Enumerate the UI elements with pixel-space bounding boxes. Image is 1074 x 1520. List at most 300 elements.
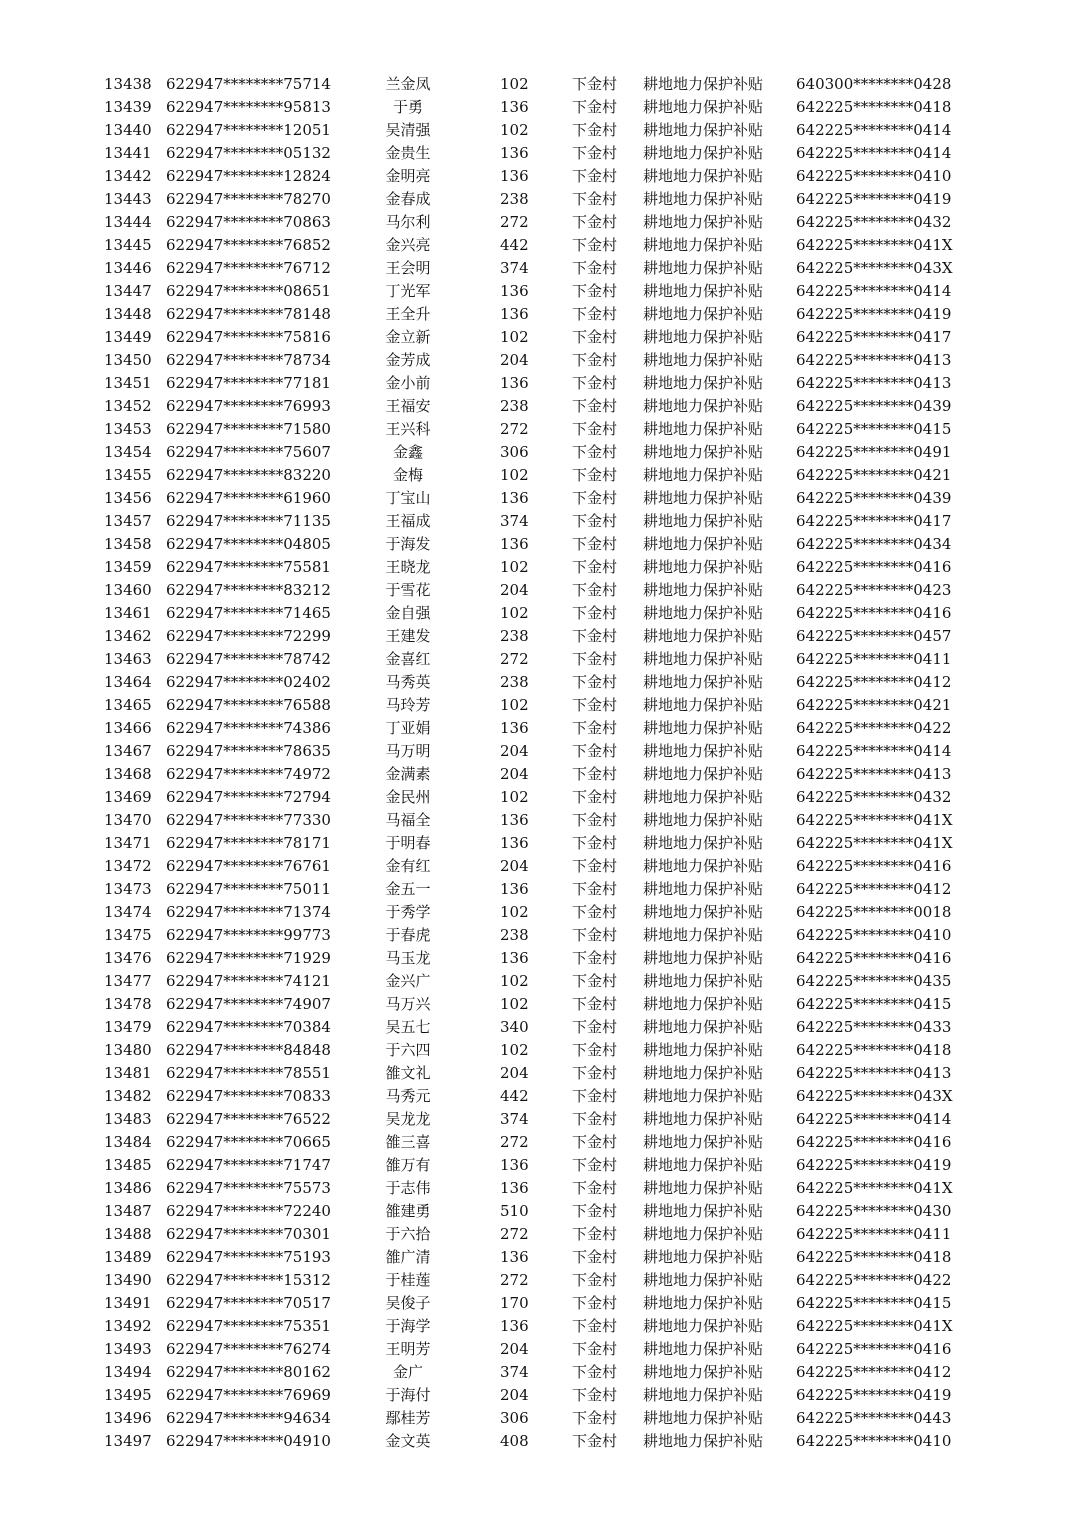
recipient-name: 于志伟 <box>385 1179 431 1197</box>
row-number: 13484 <box>104 1133 152 1151</box>
id-number: 642225********0432 <box>796 213 952 231</box>
table-row <box>0 1062 1074 1085</box>
village: 下金村 <box>572 811 618 829</box>
village: 下金村 <box>572 1087 618 1105</box>
subsidy-amount: 442 <box>500 236 529 254</box>
table-row <box>0 1292 1074 1315</box>
subsidy-amount: 136 <box>500 1248 529 1266</box>
village: 下金村 <box>572 995 618 1013</box>
id-number: 642225********0416 <box>796 949 952 967</box>
village: 下金村 <box>572 144 618 162</box>
recipient-name: 金五一 <box>385 880 431 898</box>
subsidy-type: 耕地地力保护补贴 <box>643 144 764 162</box>
bank-account: 622947********76852 <box>166 236 331 254</box>
table-row <box>0 303 1074 326</box>
recipient-name: 金芳成 <box>385 351 431 369</box>
id-number: 642225********0018 <box>796 903 952 921</box>
village: 下金村 <box>572 512 618 530</box>
bank-account: 622947********02402 <box>166 673 331 691</box>
village: 下金村 <box>572 719 618 737</box>
row-number: 13443 <box>104 190 152 208</box>
bank-account: 622947********75607 <box>166 443 331 461</box>
subsidy-amount: 272 <box>500 650 529 668</box>
id-number: 642225********0418 <box>796 1248 952 1266</box>
subsidy-amount: 136 <box>500 98 529 116</box>
bank-account: 622947********12051 <box>166 121 331 139</box>
table-row <box>0 119 1074 142</box>
table-row <box>0 1384 1074 1407</box>
id-number: 642225********0491 <box>796 443 952 461</box>
subsidy-type: 耕地地力保护补贴 <box>643 581 764 599</box>
id-number: 642225********0414 <box>796 1110 952 1128</box>
subsidy-amount: 442 <box>500 1087 529 1105</box>
table-row <box>0 1085 1074 1108</box>
recipient-name: 王晓龙 <box>385 558 431 576</box>
bank-account: 622947********78635 <box>166 742 331 760</box>
id-number: 642225********0418 <box>796 98 952 116</box>
row-number: 13480 <box>104 1041 152 1059</box>
table-row <box>0 326 1074 349</box>
bank-account: 622947********77181 <box>166 374 331 392</box>
bank-account: 622947********95813 <box>166 98 331 116</box>
id-number: 642225********041X <box>796 834 953 852</box>
row-number: 13451 <box>104 374 152 392</box>
bank-account: 622947********71929 <box>166 949 331 967</box>
subsidy-amount: 374 <box>500 1110 529 1128</box>
bank-account: 622947********71465 <box>166 604 331 622</box>
bank-account: 622947********04805 <box>166 535 331 553</box>
village: 下金村 <box>572 236 618 254</box>
subsidy-type: 耕地地力保护补贴 <box>643 1064 764 1082</box>
bank-account: 622947********76712 <box>166 259 331 277</box>
village: 下金村 <box>572 1133 618 1151</box>
recipient-name: 于海付 <box>385 1386 431 1404</box>
table-row <box>0 142 1074 165</box>
recipient-name: 金广 <box>392 1363 423 1381</box>
subsidy-amount: 102 <box>500 75 529 93</box>
village: 下金村 <box>572 1317 618 1335</box>
recipient-name: 丁光军 <box>385 282 431 300</box>
bank-account: 622947********74121 <box>166 972 331 990</box>
recipient-name: 金兴广 <box>385 972 431 990</box>
bank-account: 622947********75573 <box>166 1179 331 1197</box>
village: 下金村 <box>572 1018 618 1036</box>
bank-account: 622947********05132 <box>166 144 331 162</box>
village: 下金村 <box>572 1409 618 1427</box>
village: 下金村 <box>572 535 618 553</box>
row-number: 13486 <box>104 1179 152 1197</box>
row-number: 13447 <box>104 282 152 300</box>
recipient-name: 金自强 <box>385 604 431 622</box>
village: 下金村 <box>572 1225 618 1243</box>
subsidy-amount: 238 <box>500 397 529 415</box>
id-number: 642225********0413 <box>796 351 952 369</box>
subsidy-type: 耕地地力保护补贴 <box>643 857 764 875</box>
row-number: 13478 <box>104 995 152 1013</box>
table-row <box>0 96 1074 119</box>
subsidy-amount: 136 <box>500 282 529 300</box>
row-number: 13471 <box>104 834 152 852</box>
table-row <box>0 947 1074 970</box>
bank-account: 622947********61960 <box>166 489 331 507</box>
bank-account: 622947********80162 <box>166 1363 331 1381</box>
village: 下金村 <box>572 1202 618 1220</box>
subsidy-type: 耕地地力保护补贴 <box>643 1294 764 1312</box>
subsidy-type: 耕地地力保护补贴 <box>643 1409 764 1427</box>
id-number: 642225********0422 <box>796 719 952 737</box>
bank-account: 622947********72240 <box>166 1202 331 1220</box>
subsidy-amount: 204 <box>500 1340 529 1358</box>
table-row <box>0 165 1074 188</box>
bank-account: 622947********72794 <box>166 788 331 806</box>
village: 下金村 <box>572 1363 618 1381</box>
row-number: 13466 <box>104 719 152 737</box>
village: 下金村 <box>572 1248 618 1266</box>
id-number: 642225********0433 <box>796 1018 952 1036</box>
bank-account: 622947********08651 <box>166 282 331 300</box>
row-number: 13444 <box>104 213 152 231</box>
row-number: 13467 <box>104 742 152 760</box>
id-number: 642225********0434 <box>796 535 952 553</box>
village: 下金村 <box>572 420 618 438</box>
recipient-name: 鄢桂芳 <box>385 1409 431 1427</box>
row-number: 13496 <box>104 1409 152 1427</box>
id-number: 642225********0416 <box>796 1133 952 1151</box>
subsidy-type: 耕地地力保护补贴 <box>643 443 764 461</box>
village: 下金村 <box>572 466 618 484</box>
subsidy-type: 耕地地力保护补贴 <box>643 604 764 622</box>
subsidy-amount: 340 <box>500 1018 529 1036</box>
table-row <box>0 418 1074 441</box>
subsidy-type: 耕地地力保护补贴 <box>643 1432 764 1450</box>
table-row <box>0 1223 1074 1246</box>
subsidy-amount: 136 <box>500 167 529 185</box>
row-number: 13477 <box>104 972 152 990</box>
table-row <box>0 1361 1074 1384</box>
recipient-name: 王福成 <box>385 512 431 530</box>
recipient-name: 于明春 <box>385 834 431 852</box>
recipient-name: 王兴科 <box>385 420 431 438</box>
table-row <box>0 1131 1074 1154</box>
subsidy-type: 耕地地力保护补贴 <box>643 972 764 990</box>
village: 下金村 <box>572 282 618 300</box>
recipient-name: 吴俊子 <box>385 1294 431 1312</box>
village: 下金村 <box>572 650 618 668</box>
row-number: 13462 <box>104 627 152 645</box>
row-number: 13473 <box>104 880 152 898</box>
village: 下金村 <box>572 190 618 208</box>
row-number: 13470 <box>104 811 152 829</box>
row-number: 13494 <box>104 1363 152 1381</box>
subsidy-type: 耕地地力保护补贴 <box>643 1386 764 1404</box>
recipient-name: 丁亚娟 <box>385 719 431 737</box>
subsidy-type: 耕地地力保护补贴 <box>643 259 764 277</box>
recipient-name: 金文英 <box>385 1432 431 1450</box>
table-row <box>0 786 1074 809</box>
id-number: 642225********0411 <box>796 650 952 668</box>
subsidy-amount: 102 <box>500 903 529 921</box>
subsidy-amount: 136 <box>500 374 529 392</box>
recipient-name: 吴清强 <box>385 121 431 139</box>
subsidy-type: 耕地地力保护补贴 <box>643 1317 764 1335</box>
recipient-name: 王建发 <box>385 627 431 645</box>
row-number: 13458 <box>104 535 152 553</box>
recipient-name: 雒文礼 <box>385 1064 431 1082</box>
id-number: 642225********0422 <box>796 1271 952 1289</box>
id-number: 642225********0421 <box>796 696 952 714</box>
recipient-name: 丁宝山 <box>385 489 431 507</box>
subsidy-amount: 136 <box>500 535 529 553</box>
id-number: 642225********0416 <box>796 558 952 576</box>
subsidy-type: 耕地地力保护补贴 <box>643 213 764 231</box>
village: 下金村 <box>572 1271 618 1289</box>
subsidy-type: 耕地地力保护补贴 <box>643 75 764 93</box>
row-number: 13449 <box>104 328 152 346</box>
row-number: 13492 <box>104 1317 152 1335</box>
table-row <box>0 395 1074 418</box>
subsidy-type: 耕地地力保护补贴 <box>643 512 764 530</box>
subsidy-amount: 204 <box>500 581 529 599</box>
table-row <box>0 1200 1074 1223</box>
subsidy-amount: 102 <box>500 788 529 806</box>
bank-account: 622947********70665 <box>166 1133 331 1151</box>
row-number: 13497 <box>104 1432 152 1450</box>
row-number: 13454 <box>104 443 152 461</box>
row-number: 13475 <box>104 926 152 944</box>
subsidy-amount: 136 <box>500 144 529 162</box>
subsidy-amount: 238 <box>500 926 529 944</box>
table-row <box>0 602 1074 625</box>
bank-account: 622947********76761 <box>166 857 331 875</box>
bank-account: 622947********70863 <box>166 213 331 231</box>
id-number: 642225********0419 <box>796 190 952 208</box>
subsidy-amount: 204 <box>500 742 529 760</box>
village: 下金村 <box>572 558 618 576</box>
bank-account: 622947********78148 <box>166 305 331 323</box>
id-number: 642225********0417 <box>796 512 952 530</box>
id-number: 642225********0435 <box>796 972 952 990</box>
table-row <box>0 556 1074 579</box>
bank-account: 622947********70301 <box>166 1225 331 1243</box>
id-number: 642225********041X <box>796 811 953 829</box>
subsidy-amount: 204 <box>500 351 529 369</box>
table-row <box>0 763 1074 786</box>
village: 下金村 <box>572 1064 618 1082</box>
table-row <box>0 1315 1074 1338</box>
village: 下金村 <box>572 1294 618 1312</box>
bank-account: 622947********78171 <box>166 834 331 852</box>
subsidy-amount: 272 <box>500 1271 529 1289</box>
row-number: 13468 <box>104 765 152 783</box>
bank-account: 622947********77330 <box>166 811 331 829</box>
bank-account: 622947********72299 <box>166 627 331 645</box>
subsidy-type: 耕地地力保护补贴 <box>643 397 764 415</box>
subsidy-type: 耕地地力保护补贴 <box>643 98 764 116</box>
id-number: 642225********0419 <box>796 1156 952 1174</box>
bank-account: 622947********76588 <box>166 696 331 714</box>
subsidy-type: 耕地地力保护补贴 <box>643 834 764 852</box>
bank-account: 622947********83212 <box>166 581 331 599</box>
subsidy-amount: 102 <box>500 466 529 484</box>
village: 下金村 <box>572 374 618 392</box>
row-number: 13474 <box>104 903 152 921</box>
village: 下金村 <box>572 834 618 852</box>
row-number: 13487 <box>104 1202 152 1220</box>
id-number: 642225********0411 <box>796 1225 952 1243</box>
id-number: 642225********0414 <box>796 742 952 760</box>
subsidy-type: 耕地地力保护补贴 <box>643 949 764 967</box>
recipient-name: 金小前 <box>385 374 431 392</box>
table-row <box>0 211 1074 234</box>
subsidy-amount: 306 <box>500 443 529 461</box>
table-row <box>0 1177 1074 1200</box>
id-number: 642225********0417 <box>796 328 952 346</box>
id-number: 642225********043X <box>796 1087 953 1105</box>
row-number: 13495 <box>104 1386 152 1404</box>
subsidy-amount: 408 <box>500 1432 529 1450</box>
subsidy-type: 耕地地力保护补贴 <box>643 1340 764 1358</box>
row-number: 13453 <box>104 420 152 438</box>
village: 下金村 <box>572 167 618 185</box>
village: 下金村 <box>572 604 618 622</box>
table-row <box>0 878 1074 901</box>
subsidy-amount: 102 <box>500 696 529 714</box>
village: 下金村 <box>572 98 618 116</box>
subsidy-amount: 306 <box>500 1409 529 1427</box>
row-number: 13482 <box>104 1087 152 1105</box>
subsidy-type: 耕地地力保护补贴 <box>643 903 764 921</box>
row-number: 13488 <box>104 1225 152 1243</box>
table-row <box>0 648 1074 671</box>
recipient-name: 于桂莲 <box>385 1271 431 1289</box>
id-number: 642225********0413 <box>796 765 952 783</box>
row-number: 13448 <box>104 305 152 323</box>
bank-account: 622947********74972 <box>166 765 331 783</box>
subsidy-type: 耕地地力保护补贴 <box>643 788 764 806</box>
village: 下金村 <box>572 121 618 139</box>
subsidy-amount: 510 <box>500 1202 529 1220</box>
recipient-name: 马秀元 <box>385 1087 431 1105</box>
table-row <box>0 625 1074 648</box>
recipient-name: 王福安 <box>385 397 431 415</box>
table-row <box>0 234 1074 257</box>
village: 下金村 <box>572 673 618 691</box>
village: 下金村 <box>572 443 618 461</box>
subsidy-type: 耕地地力保护补贴 <box>643 167 764 185</box>
row-number: 13457 <box>104 512 152 530</box>
row-number: 13481 <box>104 1064 152 1082</box>
village: 下金村 <box>572 972 618 990</box>
table-row <box>0 924 1074 947</box>
row-number: 13456 <box>104 489 152 507</box>
subsidy-type: 耕地地力保护补贴 <box>643 926 764 944</box>
table-row <box>0 1407 1074 1430</box>
table-row <box>0 510 1074 533</box>
row-number: 13446 <box>104 259 152 277</box>
row-number: 13439 <box>104 98 152 116</box>
subsidy-amount: 102 <box>500 604 529 622</box>
subsidy-type: 耕地地力保护补贴 <box>643 1179 764 1197</box>
subsidy-amount: 374 <box>500 1363 529 1381</box>
table-row <box>0 717 1074 740</box>
id-number: 642225********0415 <box>796 1294 952 1312</box>
village: 下金村 <box>572 351 618 369</box>
table-row <box>0 1246 1074 1269</box>
recipient-name: 于雪花 <box>385 581 431 599</box>
recipient-name: 于海学 <box>385 1317 431 1335</box>
subsidy-type: 耕地地力保护补贴 <box>643 236 764 254</box>
row-number: 13490 <box>104 1271 152 1289</box>
subsidy-type: 耕地地力保护补贴 <box>643 880 764 898</box>
table-row <box>0 280 1074 303</box>
row-number: 13452 <box>104 397 152 415</box>
row-number: 13455 <box>104 466 152 484</box>
bank-account: 622947********15312 <box>166 1271 331 1289</box>
bank-account: 622947********78551 <box>166 1064 331 1082</box>
id-number: 642225********0419 <box>796 1386 952 1404</box>
table-row <box>0 1154 1074 1177</box>
subsidy-type: 耕地地力保护补贴 <box>643 558 764 576</box>
subsidy-amount: 238 <box>500 627 529 645</box>
recipient-name: 于春虎 <box>385 926 431 944</box>
row-number: 13469 <box>104 788 152 806</box>
id-number: 642225********0416 <box>796 857 952 875</box>
village: 下金村 <box>572 1041 618 1059</box>
subsidy-amount: 102 <box>500 972 529 990</box>
recipient-name: 金鑫 <box>392 443 423 461</box>
subsidy-type: 耕地地力保护补贴 <box>643 1202 764 1220</box>
village: 下金村 <box>572 765 618 783</box>
id-number: 642225********0412 <box>796 880 952 898</box>
row-number: 13438 <box>104 75 152 93</box>
recipient-name: 于勇 <box>392 98 423 116</box>
recipient-name: 雒万有 <box>385 1156 431 1174</box>
recipient-name: 金梅 <box>392 466 423 484</box>
bank-account: 622947********76969 <box>166 1386 331 1404</box>
bank-account: 622947********04910 <box>166 1432 331 1450</box>
bank-account: 622947********70833 <box>166 1087 331 1105</box>
village: 下金村 <box>572 328 618 346</box>
village: 下金村 <box>572 926 618 944</box>
recipient-name: 王明芳 <box>385 1340 431 1358</box>
id-number: 642225********0419 <box>796 305 952 323</box>
table-row <box>0 257 1074 280</box>
subsidy-amount: 136 <box>500 949 529 967</box>
subsidy-type: 耕地地力保护补贴 <box>643 351 764 369</box>
table-row <box>0 487 1074 510</box>
id-number: 642225********0457 <box>796 627 952 645</box>
subsidy-amount: 374 <box>500 512 529 530</box>
recipient-name: 马秀英 <box>385 673 431 691</box>
village: 下金村 <box>572 1340 618 1358</box>
bank-account: 622947********84848 <box>166 1041 331 1059</box>
row-number: 13465 <box>104 696 152 714</box>
subsidy-amount: 102 <box>500 558 529 576</box>
table-row <box>0 993 1074 1016</box>
table-row <box>0 349 1074 372</box>
recipient-name: 金喜红 <box>385 650 431 668</box>
recipient-name: 金有红 <box>385 857 431 875</box>
row-number: 13445 <box>104 236 152 254</box>
recipient-name: 马万明 <box>385 742 431 760</box>
subsidy-type: 耕地地力保护补贴 <box>643 489 764 507</box>
subsidy-type: 耕地地力保护补贴 <box>643 1363 764 1381</box>
bank-account: 622947********75714 <box>166 75 331 93</box>
subsidy-amount: 204 <box>500 1064 529 1082</box>
id-number: 642225********0414 <box>796 282 952 300</box>
recipient-name: 吴龙龙 <box>385 1110 431 1128</box>
id-number: 642225********0410 <box>796 1432 952 1450</box>
